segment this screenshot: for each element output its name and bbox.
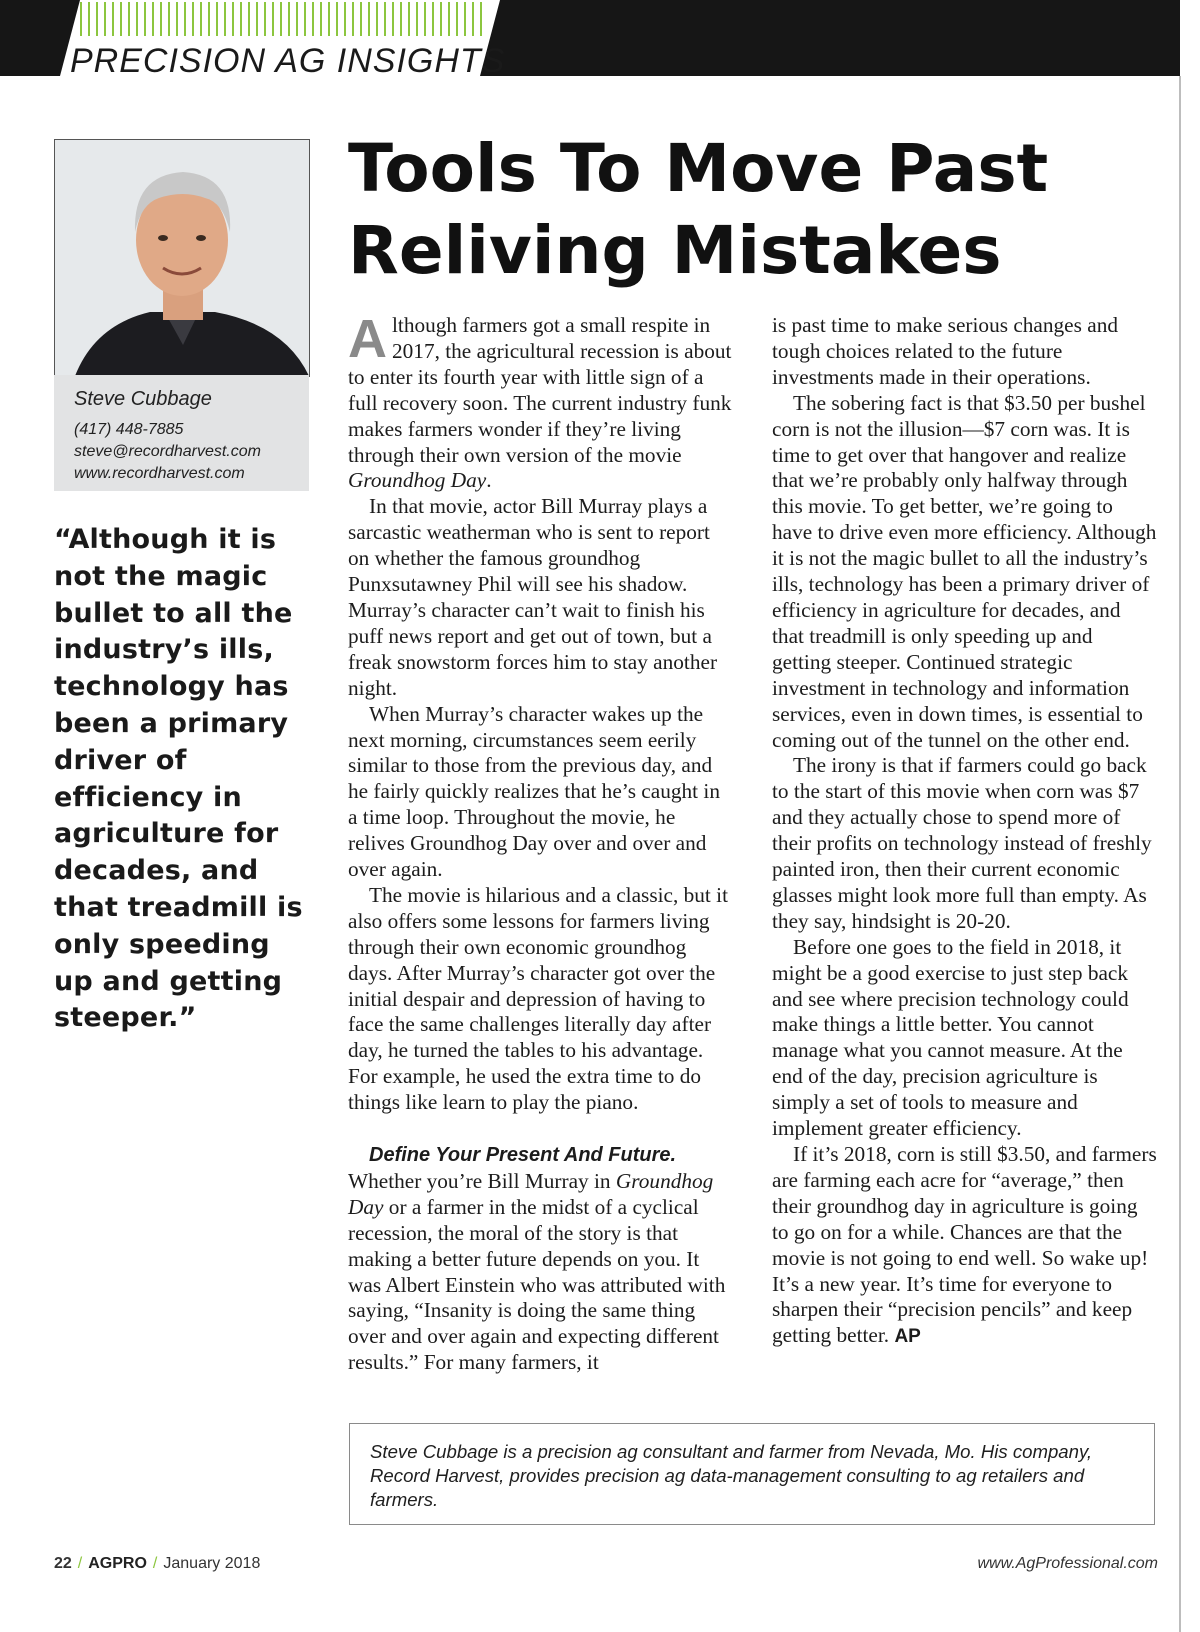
article-headline [348,128,1168,292]
author-photo [54,139,310,377]
author-phone: (417) 448-7885 [74,421,184,438]
drop-cap: A [348,309,387,369]
footer-separator: / [152,1555,158,1572]
magazine-name: AGPRO [88,1555,147,1572]
footer-folio [54,1555,260,1573]
end-mark: AP [894,1326,921,1348]
author-bio-box: Steve Cubbage is a precision ag consultant and farmer from Nevada, Mo. His company, Record Harvest, provides precision ag data-management consulting to ag retailers and farmers. [349,1423,1155,1525]
subhead: Define Your Present And Future. [369,1143,677,1166]
paragraph-6: The sobering fact is that $3.50 per bushel corn is not the illusion—$7 corn was. It is time to get over that hangover and realize that we’re probably only halfway through this movie. To get better, we’re going to have to drive even more efficiency. Although it is not the magic bullet to all the industry’s ills, technology has been a primary driver of efficiency in agriculture for decades, and that treadmill is only speeding up and getting steeper. Continued strategic investment in technology and information services, even in down times, is essential to coming out of the tunnel on the other end. [772,390,1157,752]
paragraph-5-continued: is past time to make serious changes and tough choices related to the future investments made in their operations. [772,313,1118,389]
paragraph-8: Before one goes to the field in 2018, it might be a good exercise to just step back and see where precision technology could make things a little better. You cannot manage what you cannot measure. At the end of the day, precision agriculture is simply a set of tools to measure and implement greater efficiency. [772,934,1129,1141]
paragraph-7: The irony is that if farmers could go back to the start of this movie when corn was $7 and they actually chose to spend more of their profits on technology instead of freshly painted iron, then their current economic glasses might look more full than empty. As they say, hindsight is 20-20. [772,753,1152,933]
paragraph-2: In that movie, actor Bill Murray plays a sarcastic weatherman who is sent to report on whether the famous groundhog Punxsutawney Phil will see his shadow. Murray’s character can’t wait to finish his puff news report and get out of town, but a freak snowstorm forces him to stay another night. [348,494,718,700]
page-edge-rule [1179,76,1181,1632]
section-label: PRECISION AG INSIGHTS [70,42,506,80]
headline-line-1: Tools To Move Past [348,130,1049,207]
author-info-box [54,375,309,491]
author-name: Steve Cubbage [74,388,212,410]
decorative-stripes [80,2,488,36]
article-column-2 [772,313,1157,1350]
paragraph-9: If it’s 2018, corn is still $3.50, and farmers are farming each acre for “average,” then their groundhog day in agriculture is going to go on for a while. Chances are that the movie is not going to end well. So wake up! It’s a new year. It’s time for everyone to sharpen their “precision pencils” and keep getting better. AP [772,1142,1157,1348]
paragraph-3: When Murray’s character wakes up the next morning, circumstances seem eerily similar to those from the previous day, and he fairly quickly realizes that he’s caught in a time loop. Throughout the movie, he relives Groundhog Day over and over and over again. [348,701,720,882]
issue-date: January 2018 [163,1555,261,1572]
subhead-paragraph [348,1142,733,1169]
paragraph-1: Although farmers got a small respite in 2017, the agricultural recession is about to enter its fourth year with little sign of a full recovery soon. The current industry funk makes farmers wonder if they’re living through their own version of the movie Groundhog Day. [348,309,732,493]
footer-separator: / [77,1555,83,1572]
paragraph-4: The movie is hilarious and a classic, but it also offers some lessons for farmers living through their own economic groundhog days. After Murray’s character got over the initial despair and depression of having to face the same challenges literally day after day, he turned the tables to his advantage. For example, he used the extra time to do things like learn to play the piano. [348,882,729,1115]
author-website: www.recordharvest.com [74,465,245,482]
author-email: steve@recordharvest.com [74,443,261,460]
article-column-1 [348,309,733,1376]
footer-website: www.AgProfessional.com [977,1555,1158,1572]
headline-line-2: Reliving Mistakes [348,212,1002,289]
paragraph-5: Whether you’re Bill Murray in Groundhog Day or a farmer in the midst of a cyclical recession, the moral of the story is that making a better future depends on you. It was Albert Einstein who was attributed with saying, “Insanity is doing the same thing over and over again and expecting different results.” For many farmers, it [348,1168,726,1375]
page-number: 22 [54,1555,72,1572]
pull-quote: “Although it is not the magic bullet to all the industry’s ills, technology has been a primary driver of efficiency in agriculture for decades, and that treadmill is only speeding up and getting steeper.” [54,524,303,1034]
